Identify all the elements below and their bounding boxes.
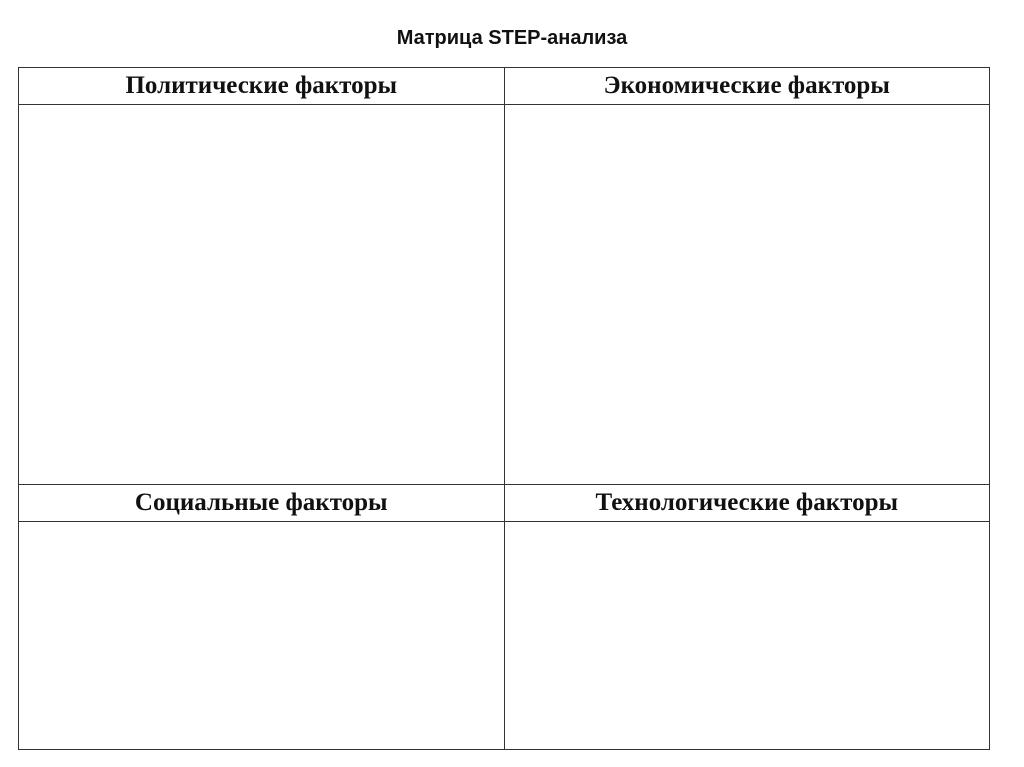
- technological-factors-header: Технологические факторы: [504, 484, 990, 521]
- economic-factors-cell[interactable]: [504, 105, 990, 485]
- social-factors-header: Социальные факторы: [19, 484, 505, 521]
- social-factors-cell[interactable]: [19, 521, 505, 749]
- political-factors-cell[interactable]: [19, 105, 505, 485]
- page-title: Матрица STEP-анализа: [396, 27, 628, 49]
- step-matrix-table: [18, 67, 990, 750]
- economic-factors-header: Экономические факторы: [504, 68, 990, 105]
- technological-factors-cell[interactable]: [504, 521, 990, 749]
- political-factors-header: Политические факторы: [19, 68, 505, 105]
